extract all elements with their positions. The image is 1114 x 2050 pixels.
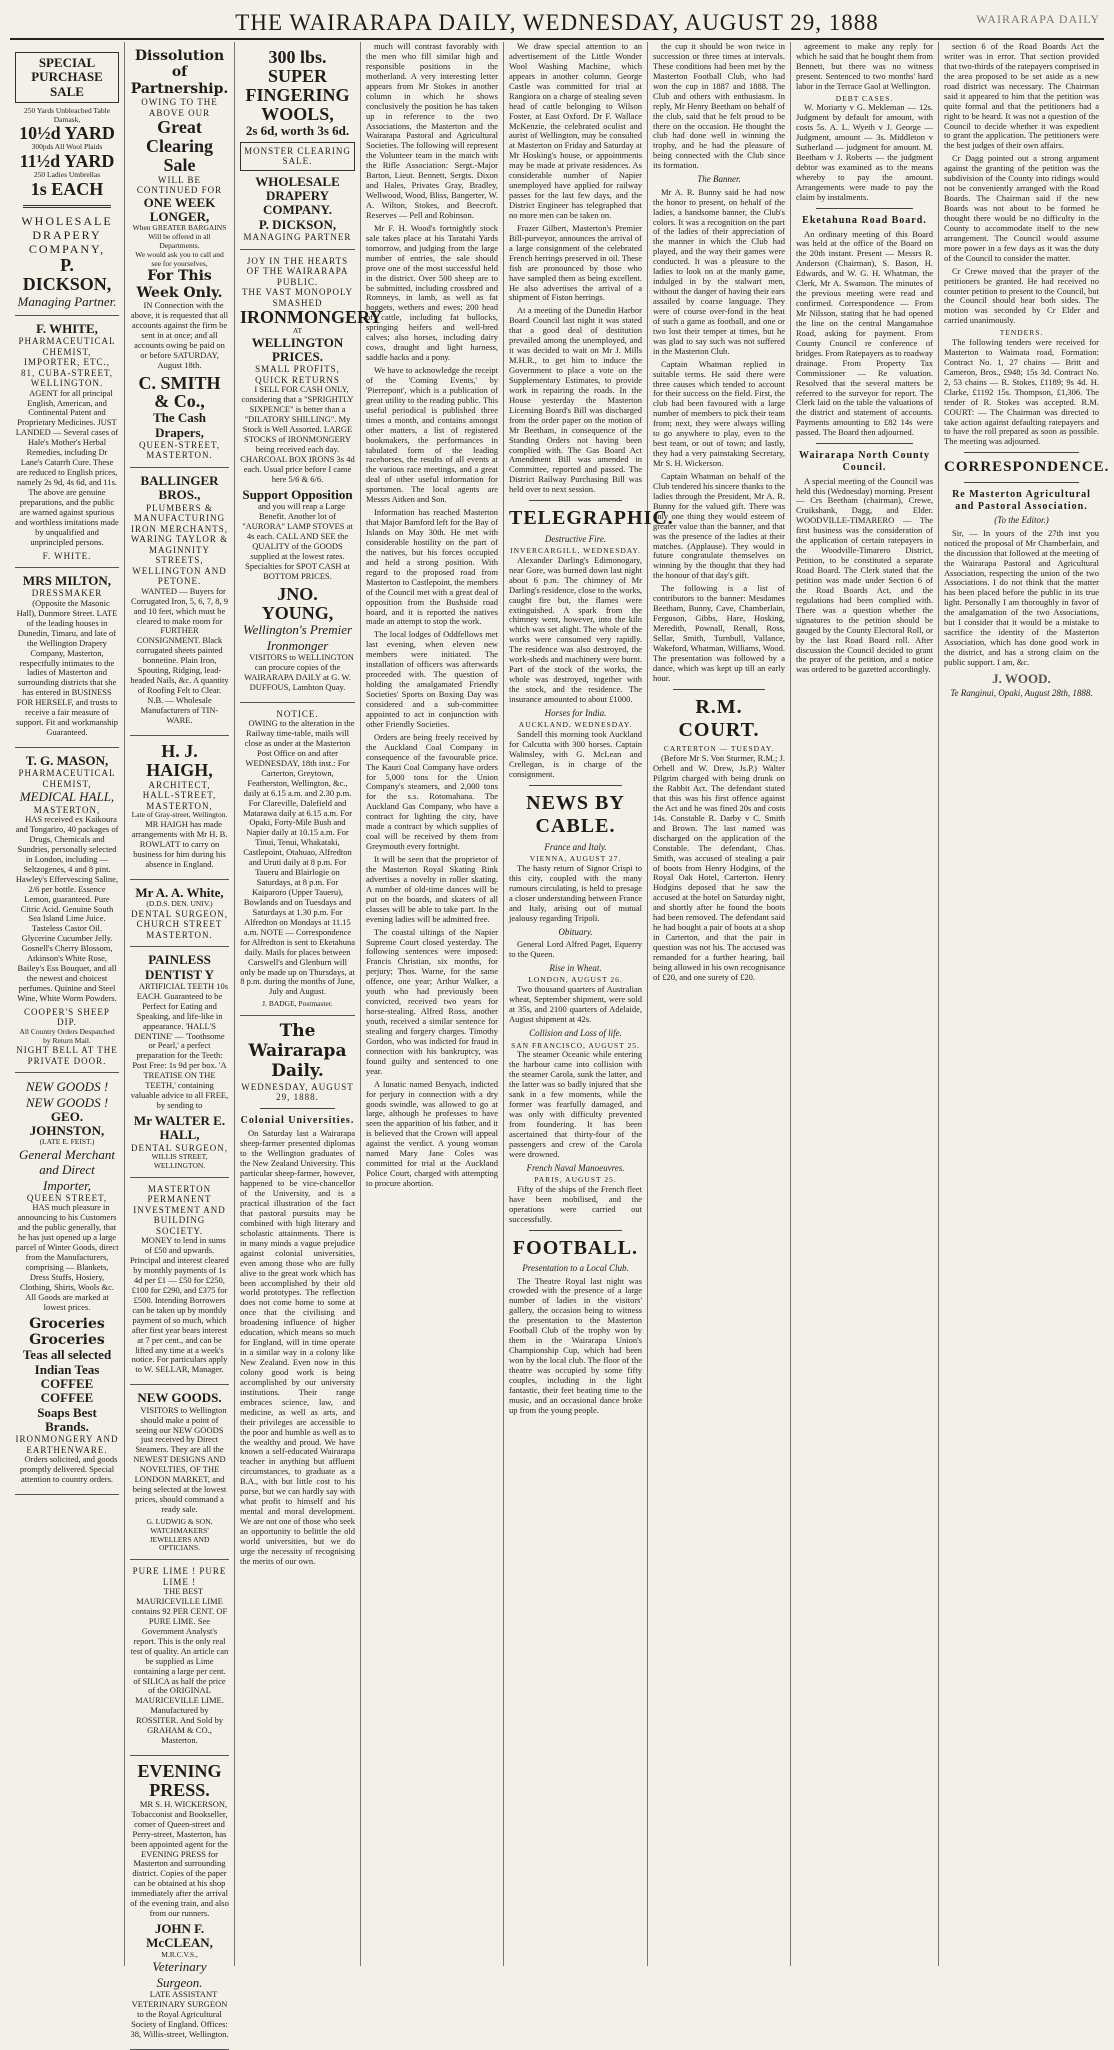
ad-line: THE VAST MONOPOLY SMASHED: [241, 287, 354, 308]
subhead: DEBT CASES.: [835, 93, 894, 103]
ad-evening-press: [130, 1756, 229, 2049]
ad-price: 11½d YARD: [19, 151, 115, 172]
paper-title: The Wairarapa Daily.: [248, 1021, 347, 1081]
ad-address: WARING TAYLOR & MAGINNITY STREETS, WELLINGTON AND PETONE.: [130, 534, 229, 587]
ad-title: PURE LIME ! PURE LIME !: [132, 1566, 227, 1587]
ad-haigh: [130, 736, 229, 880]
column-6: [648, 42, 791, 1966]
ad-line: Teas all selected Indian Teas: [22, 1347, 112, 1377]
ad-line: 250 Ladies Umbrellas: [33, 169, 101, 179]
ad-body: I SELL FOR CASH ONLY, considering that a "SPRIGHTLY SIXPENCE" is better than a "DILATORY SHILLING". My Stock is Well Assorted. LARGE STOCKS of IRONMONGERY being received each day. CHARCOAL BOX IRONS 3s 4d each. Usual price before I came here 5/6 & 6/6.: [240, 384, 355, 484]
ad-body: HAS much pleasure in announcing to his Customers and the public generally, that he has just opened up a large parcel of Winter Goods, direct from the Manufacturers, comprising — Blankets, Dress Stuffs, Hosiery, Clothing, Shirts, Wools &c. All Goods are marked at lowest prices.: [15, 1202, 119, 1312]
ad-role: MANAGING PARTNER: [243, 232, 352, 243]
news-paragraph: Fifty of the ships of the French fleet have been mobilised, and the operations were carried out successfully.: [509, 1183, 642, 1224]
ad-address: WILLIS STREET, WELLINGTON.: [151, 1152, 208, 1170]
ad-street: QUEEN STREET,: [26, 1192, 108, 1203]
dateline: LONDON, AUGUST 26.: [528, 975, 623, 985]
ad-pure-lime: [130, 1560, 229, 1756]
ad-address: CHURCH STREET MASTERTON.: [136, 919, 223, 940]
ad-mason: [15, 748, 119, 1073]
ad-title: EVENING PRESS.: [137, 1761, 222, 1800]
subhead: Horses for India.: [544, 707, 607, 718]
ad-body: THE BEST MAURICEVILLE LIME contains 92 PER CENT. OF PURE LIME. See Government Analyst's report. This is the only real test of quality. An article can be supplied as Lime containing a large per cent. of SILICA as half the price of the ORIGINAL MAURICEVILLE LIME. Manufactured by ROSSITER. And Sold by GRAHAM & CO., Masterton.: [130, 1586, 229, 1746]
column-3: [235, 42, 383, 1966]
ad-line: WILL BE CONTINUED FOR: [136, 174, 223, 196]
subhead: The Banner.: [697, 174, 741, 185]
ad-name: P. DICKSON,: [258, 216, 337, 232]
ad-line: 300pds All Wool Plaids: [31, 142, 103, 152]
ad-role: General Merchant and Direct Importer,: [19, 1147, 115, 1193]
ad-role: The Cash Drapers,: [152, 410, 207, 440]
ad-mrs-milton: [15, 568, 119, 748]
letter-place: Te Ranginui, Opaki, August 28th, 1888.: [950, 688, 1093, 699]
ad-line: DRAPERY: [32, 227, 102, 242]
news-paragraph: The following tenders were received for Masterton to Waimata road, Formation: Contract No. 1, 27 chains — Britt and Cameron, Bros., £948; 15s 3d. Contract No. 2, 53 chains — R. Stokes, £1189; 9s 4d. H. Clarke, £1192 15s. Thompson, £1,306. The tender of R. Stokes was accepted. R.M. COURT: — The Chairman was directed to take action against defaulting ratepayers and to have the roll prepared as soon as possible. The meeting was adjourned.: [944, 337, 1099, 447]
news-paragraph: Two thousand quarters of Australian wheat, September shipment, were sold at 35s, and 2100 quarters of Adelaide, August shipment at 42s.: [509, 984, 642, 1025]
news-paragraph: Orders are being freely received by the Auckland Coal Company in consequence of the favourable price. The Kauri Coal Company have orders for 5,000 tons for the Union Company's steamers, and 2,000 tons for the s.s. Rotomahana. The Auckland Gas Company, who have a contract for lighting the city, have made a contract by which supplies of coal will be received by them from Greymouth every fortnight.: [366, 731, 498, 852]
ad-late: Late of Gray-street, Wellington.: [131, 810, 228, 820]
ad-building-society: [130, 1178, 229, 1386]
ad-title: MASTERTON PERMANENT INVESTMENT AND BUILDING SOCIETY.: [133, 1183, 226, 1236]
ad-address: 81, CUBA-STREET, WELLINGTON.: [20, 367, 114, 389]
dateline: SAN FRANCISCO, AUGUST 25.: [511, 1040, 640, 1050]
ad-price: 10½d YARD: [19, 123, 115, 144]
ad-body: and you will reap a Large Benefit. Another lot of "AURORA" LAMP STOVES at 4s each. CALL AND SEE the QUALITY of the GOODS supplied at the lowest rates. Specialties for SPOT CASH at BOTTOM PRICES.: [242, 501, 353, 581]
column-1: [10, 42, 125, 1966]
ad-town: MASTERTON,: [33, 804, 101, 815]
ad-degree: M.R.C.V.S.,: [161, 1949, 198, 1959]
editorial-body: On Saturday last a Wairarapa sheep-farmer presented diplomas to the Wellington graduates of the New Zealand University. This particular sheep-farmer, however, happened to be vice-chancellor of the University, and is a practical illustration of the fact that pastoral pursuits may be combined with high literary and scholastic attainments. There is in many minds a vague prejudice against colonial universities, even among those who are fully alive to the great work which has been accomplished by their old world prototypes. The reflection does not come home to some at once that the civilising and broadening influence of higher education, which means so much for England, will in time operate in a similar way in a colony like New Zealand. Even now in this colony good work is being accomplished by our university institutions. Their range embraces science, law, and medicine, as well as arts, and their privileges are accessible to the poor and humble as well as to the wealthy and proud. We have known a self-educated Wairarapa teacher in anything but affluent circumstances, to graduate as a B.A., with but little cost to his purse, but we can hardly say with what profit to himself and his mental and moral development. We are not one of those who seek an opportunity to belittle the old world universities, but we do urge the necessity of recognising the merits of our own.: [240, 1128, 355, 1566]
news-paragraph: A special meeting of the Council was held this (Wednesday) morning. Present — Crs Beetham (chairman), Crewe, Cruikshank, Dagg, and Elder. WOODVILLE-TIMARERO — The first business was the consideration of the application of certain ratepayers in the Woodville-Timarero District, Petition, to be constituted a separate Road Board. The Clerk stated that the petition was made under Section 6 of the Road Boards Act, and the regulations had been complied with. There was a question whether the signatures to the petition should be gauged by the County Electoral Roll, or by the last Road Board roll. After discussion the Council decided to grant the prayer of the petition, and a notice was ordered to be gazetted accordingly.: [796, 475, 933, 675]
ad-title: SUPER FINGERING WOOLS,: [245, 65, 350, 124]
ad-line: Groceries Groceries: [29, 1315, 105, 1349]
ad-name: GEO. JOHNSTON,: [29, 1108, 105, 1139]
ad-name: JNO. YOUNG,: [261, 583, 334, 623]
dateline: AUCKLAND, WEDNESDAY.: [518, 720, 633, 730]
news-paragraph: agreement to make any reply for which he said that he bought them from Bennett, but there was no witness present. Sentenced to two months' hard labor in the Terrace Gaol at Wellington.: [796, 41, 933, 91]
ad-line: NIGHT BELL AT THE PRIVATE DOOR.: [16, 1045, 118, 1066]
ad-f-white: [15, 316, 119, 568]
notice-mails: [240, 703, 355, 1017]
section-news-by-cable: NEWS BY CABLE.: [526, 791, 625, 838]
ad-line: JOY IN THE HEARTS OF THE WAIRARAPA PUBLIC.: [246, 255, 349, 287]
ad-hall: MEDICAL HALL,: [19, 789, 115, 805]
ad-price: 1s EACH: [30, 178, 104, 199]
ad-line: We would ask you to call and see for yourselves,: [135, 249, 224, 268]
section-rm-court: R.M. COURT.: [678, 695, 760, 742]
subhead: Presentation to a Local Club.: [522, 1263, 629, 1274]
ad-body: MONEY to lend in sums of £50 and upwards. Principal and interest cleared by monthly payments of 1s 4d per £1 — £50 for £250, £100 for £290, and £375 for £500. Intending Borrowers can be taken up by monthly payment of so much, which after first year bears interest at 7 per cent., and can be lifted any time at a week's notice. For particulars apply to W. SELLAR, Manager.: [130, 1235, 229, 1375]
dateline: INVERCARGILL, WEDNESDAY.: [510, 546, 641, 556]
notice-body: OWING to the alteration in the Railway time-table, mails will close as under at the Masterton Post Office on and after WEDNESDAY, 18th inst.: For Carterton, Greytown, Featherston, Wellington, &c., daily at 6.15 a.m. and 2.30 p.m. For Clareville, Dalefield and Matarawa daily at 6.15 a.m. For Opaki, Forty-Mile Bush and Napier daily at 10.15 a.m. For Tinui, Tenui, Whakataki, Castlepoint, Otahuao, Alfredton and Uruti daily at 8 p.m. For Taueru and Blairlogie on Saturdays, at 8 p.m. For Kaiparoro (Upper Taueru), Bowlands and on Tuesdays and Saturdays at 1.30 p.m. For Alfredton on Mondays at 11.15 a.m. NOTE — Correspondence for Alfredton is sent to Eketahuna daily. Mails for places between Carswell's and Glenburn will only be made up on Thursdays, at 8 p.m. during the months of June, July and August.: [240, 718, 355, 997]
news-paragraph: We have to acknowledge the receipt of the 'Coming Events,' by 'Pierrepont', which is a publication of great utility to the reading public. This useful periodical is published three times a month, and contains amongst other matters, a list of registered bookmakers, the performances in tabulated form of the leading racehorses, the results of all events at the various race meetings, and a great deal of other useful information for sportsmen. The local agents are Messrs Aitken and Son.: [366, 365, 498, 505]
news-paragraph: much will contrast favorably with the men who fill similar high and responsible positions in the motherland. A very interesting letter appears from Mr Stokes in another column in which he shows conclusively the position he has taken up in reference to the two Associations, the Masterton and the Wairarapa Pastoral and Agricultural Societies. The following will represent the Volunteer team in the match with the Rifle Association: Sergt.-Major Barton, Lieut. Bennett, Sergts. Dixon and Hales, Privates Gray, Bradley, Wellwood, Wood, Bliss, Bangerter, W. A. Wilton, Stokes, and Beecroft. Reserves — Pell and Robinson.: [366, 41, 498, 220]
news-paragraph: Captain Whatman replied in suitable terms. He said there were three causes which tended to account for their success on the field. First, the club had been favoured with a large number of members to pick their team from; next, they were always willing to go anywhere to play, even to the best team, or out of town; and lastly, they had a very painstaking Secretary, Mr S. H. Wickerson.: [653, 358, 785, 469]
news-paragraph: Mr F. H. Wood's fortnightly stock sale takes place at his Taratahi Yards tomorrow, and judging from the large number of entries, the sale should prove one of the most successful held in the district. Over 500 sheep are to be submitted, including crossbred and Romneys, in lamb, as well as fat hoggets, wethers and ewes; 200 head of cattle, including fat bullocks, springing heifers and well-bred calves; also horses, including dairy cows, draught and light harness, saddle hacks and a pony.: [366, 222, 498, 363]
ad-body: Orders solicited, and goods promptly delivered. Special attention to country orders.: [19, 1454, 118, 1485]
subhead: Obituary.: [558, 926, 593, 937]
editorial-headline: Colonial Universities.: [240, 1114, 355, 1126]
news-paragraph: The following is a list of contributors to the banner: Mesdames Beetham, Bunny, Cave, Chamberlain, Ferguson, Gibbs, Hare, Hosking, Meredith, Pownall, Renall, Ross, Sellar, Smith, Turnbull, Vallance, Wakeford, Whatman, Williams, Wood. The presentation was followed by a dance, which was kept up till an early hour.: [653, 583, 785, 683]
ad-line: WHOLESALE: [21, 213, 113, 228]
subhead: Rise in Wheat.: [549, 962, 602, 973]
ad-role: PLUMBERS & MANUFACTURING IRON MERCHANTS,: [130, 502, 228, 534]
ad-dissolution: [130, 42, 229, 468]
news-paragraph: Information has reached Masterton that Major Bamford left for the Bay of Islands on May 30th. He met with considerable hostility on the part of the natives, but his forces occupied and held a strong position. With regard to the proposed road from Masterton to Castlepoint, the members of the Council met with a great deal of opposition from the Bushside road board, and it is reported the natives made an attempt to stop the work.: [366, 507, 498, 627]
ad-name: Mr A. A. White,: [135, 884, 224, 900]
ad-name: P. DICKSON,: [22, 254, 112, 294]
ad-title: PAINLESS DENTIST Y: [145, 952, 214, 982]
dateline: PARIS, AUGUST 25.: [534, 1175, 617, 1185]
ad-title: SPECIAL PURCHASE SALE: [15, 52, 119, 103]
section-county-council: Wairarapa North County Council.: [799, 450, 930, 473]
ad-late: (LATE E. FEIST.): [39, 1137, 95, 1147]
subhead: France and Italy.: [544, 841, 607, 852]
subhead: French Naval Manoeuvres.: [526, 1162, 625, 1173]
ad-line: OWING TO THE ABOVE OUR: [141, 97, 218, 118]
section-telegraphic: TELEGRAPHIC.: [509, 507, 674, 530]
subhead: Collision and Loss of life.: [529, 1028, 622, 1038]
ad-ballinger: [130, 468, 229, 736]
ad-body: (Opposite the Masonic Hall), Dunmore Street. LATE of the leading houses in Dunedin, Timaru, and late of the Wellington Drapery Company, Masterton, respectfully intimates to the ladies of Masterton and surrounding districts that she has entered in BUSINESS FOR HERSELF, and trusts to receive a fair measure of support. Fit and workmanship Guaranteed.: [16, 597, 118, 738]
ad-line: SMALL PROFITS, QUICK RETURNS: [255, 364, 340, 385]
ad-name: JOHN F. McCLEAN,: [146, 1921, 213, 1951]
ad-white-dentist: [130, 880, 229, 948]
ad-role: DENTAL SURGEON,: [131, 908, 228, 919]
news-paragraph: The hasty return of Signor Crispi to this city, coupled with the many rumours circulating, is held to presage a closer understanding between France and Italy, arising out of mutual jealousy regarding Tripoli.: [509, 862, 642, 923]
ad-new-goods: [130, 1385, 229, 1560]
news-paragraph: At a meeting of the Dunedin Harbor Board Council last night it was stated that a good deal of destitution prevailed among the unemployed, and it was decided to wait on Mr J. Mills M.H.R., to get him to induce the Government to place a vote on the Supplementary Estimates, to provide work in repairing the roads. In the House yesterday the Masterton Licensing Board's Bill was discharged from the order paper on the motion of Mr Beetham, in consequence of the Standing Orders not having been complied with. The Gas Board Act Amendment Bill was amended in Committee, reported and passed. The District Railway Purchasing Bill was held over to next session.: [509, 305, 642, 495]
news-paragraph: The Theatre Royal last night was crowded with the presence of a large number of ladies in the visitors' gallery, the occasion being to witness the presentation to the Masterton Football Club of the trophy won by them in the Wairarapa Union's Championship Cup, which had been won by the local club. The floor of the theatre was occupied by some fifty couples, including in the light fantastic, their feet beating time to the music, and an occasional dance broke up from the young people.: [509, 1275, 642, 1415]
ad-role: DENTAL SURGEON,: [131, 1142, 228, 1153]
ad-address: HALL-STREET, MASTERTON,: [142, 790, 217, 811]
letter-body: Sir, — In yours of the 27th inst you noticed the proposal of Mr Chamberlain, and the discussion that followed at the meeting of the Wairarapa Pastoral and Agricultural Association, respecting the union of the two Associations. I do not think that the matter has been placed before the public in its true light. Personally I am thoroughly in favor of the amalgamation of the two Associations, but I consider that it would be a mistake to sacrifice the identity of the Masterton Association, which has done good work in the district, and has a strong claim on the public support. I am, &c.: [944, 527, 1099, 667]
ad-title: NEW GOODS.: [137, 1390, 222, 1406]
news-paragraph: The local lodges of Oddfellows met last evening, when eleven new members were initiated. The installation of officers was afterwards proceeded with. The question of holding the amalgamated Friendly Societies' Sports on Boxing Day was considered and a sub-committee appointed to act in conjunction with other Friendly Societies.: [366, 629, 498, 729]
ad-title: IRONMONGERY: [240, 307, 383, 328]
news-paragraph: Mr A. R. Bunny said he had now the honor to present, on behalf of the ladies, a handsome banner, the Club's colors. It was a recognition on the part of the ladies of their appreciation of the manner in which the Club had played, and the way their games were conducted. It was a pleasure to the ladies to look on at the manly game, indulged in by the stalwart men, without the danger of having their ears assailed by coarse language. They were of course over-fond in the heat of such a game as football, and one or two lost their temper at times, but he was glad to say such was not suffered in the Masterton Club.: [653, 186, 785, 356]
news-paragraph: Captain Whatman on behalf of the Club tendered his sincere thanks to the ladies through the President, Mr A. R. Bunny for the valued gift. There was only one thing they would esteem of greater value than the banner, and that was the presence of the ladies at their matches. (Applause). They would in future congratulate themselves on winning by the thought that they had the honour of that day's gift.: [653, 470, 785, 581]
ad-line: Support Opposition: [242, 486, 353, 502]
column-5: [504, 41, 674, 1966]
news-paragraph: section 6 of the Road Boards Act the writer was in error. That section provided that two-thirds of the ratepayers comprised in the area proposed to be set aside as a new road district was necessary. The Chairman said it appeared to him that the petition was quite formal and that the petitioners had a right to be heard. It was not a question of the Council to decide whether it was expedient to grant the application. The petitioners were the best judges of their own affairs.: [944, 41, 1099, 151]
ad-street: QUEEN-STREET, MASTERTON.: [138, 439, 221, 461]
ad-line: When GREATER BARGAINS Will be offered in all Departments.: [132, 223, 227, 250]
ad-role: Wellington's Premier Ironmonger: [242, 622, 353, 653]
news-paragraph: W. Moriarty v G. Mekleman — 12s. Judgment by default for amount, with costs 5s. A. L. Wyeth v J. George — Judgment, amount — 3s. Middleton v Sutherland — judgment for amount. M. Beetham v J. Roberts — the judgment debtor was examined as to the means whereby to pay the amount. Arrangements were made to pay the claim by instalments.: [796, 102, 933, 202]
section-correspondence: CORRESPONDENCE.: [944, 459, 1110, 476]
ad-body: IN Connection with the above, it is requested that all accounts against the firm be sent in at once; and all accounts owing be paid on or before SATURDAY, August 18th.: [130, 300, 229, 370]
news-paragraph: Sandell this morning took Auckland for Calcutta with 300 horses. Captain Walmsley, with G. McLean and Crellegan, is in charge of the consignment.: [509, 729, 642, 779]
ad-body: VISITORS to WELLINGTON can procure copies of the WAIRARAPA DAILY at G. W. DUFFOUS, Lambton Quay.: [244, 651, 354, 692]
ad-body: MR HAIGH has made arrangements with Mr H. B. ROWLATT to carry on business for him during his absence in England.: [131, 818, 228, 869]
dateline: VIENNA, AUGUST 27.: [529, 854, 622, 864]
ad-line: IRONMONGERY AND EARTHENWARE.: [15, 1434, 119, 1455]
ad-role: PHARMACEUTICAL CHEMIST,: [18, 768, 116, 789]
ad-line: Soaps Best Brands.: [37, 1404, 97, 1434]
ad-special-purchase: [15, 42, 119, 316]
news-paragraph: Cr Dagg pointed out a strong argument against the granting of the petition was the subdivision of the County into ridings would not be conveniently arranged with the Road Boards. The Chairman said if the new Boards was not about to be formed he thought there would be no difficulty in the County to accommodate itself to the new arrangement. The Council would assume more power in a few days as it was the duty of the Council to consider the matter.: [944, 153, 1099, 263]
dateline: CARTERTON — TUESDAY.: [663, 744, 775, 754]
ad-new: NEW GOODS ! NEW GOODS !: [25, 1079, 109, 1110]
letter-sign: J. WOOD.: [992, 670, 1051, 686]
section-eketahuna: Eketahuna Road Board.: [802, 214, 927, 226]
ad-line: WELLINGTON PRICES.: [251, 334, 344, 365]
ad-body: AGENT for all principal English, American, and Continental Patent and Proprietary Medicines. JUST LANDED — Several cases of Hale's Mother's Herbal Remedies, including Dr Lane's Catarrh Cure. These are reduced to English prices, namely 2s 9d, 4s 6d, and 11s. The above are genuine preparations, and the public are warned against spurious and worthless imitations made by unqualified and unprincipled persons.: [15, 387, 119, 547]
notice-title: NOTICE.: [276, 708, 319, 719]
news-paragraph: Cr Crewe moved that the prayer of the petitioners be granted. He had received no counter petition to present to the Council, but the Council should hear both sides. The motion was seconded by Cr Elder and carried unanimously.: [944, 265, 1099, 326]
ad-line: All Country Orders Despatched by Return Mail.: [19, 1026, 115, 1045]
ad-body: MR S. H. WICKERSON, Tobacconist and Bookseller, corner of Queen-street and Perry-street, Masterton, has been appointed agent for the EVENING PRESS for Masterton and surrounding district. Copies of the paper can be obtained at his shop immediately after the arrival of the evening train, and also from our runners.: [130, 1798, 229, 1919]
ad-line: For This Week Only.: [136, 268, 223, 301]
ad-line: AT: [292, 326, 303, 336]
news-paragraph: Alexander Darling's Edimonogary, near Gore, was burned down last night about 6 p.m. The chimney of Mr Darling's residence, close to the works, caught fire but, the flames were extinguished. A spark from the chimney went, however, into the kiln which was set alight. The whole of the works were consumed very rapidly. The residence was also destroyed, the work-sheds and machinery were burnt. Part of the stock of the works, the whole was destroyed, together with the stock, and the residence. The insurance amounted to about £1000.: [509, 554, 643, 704]
subhead: Destructive Fire.: [544, 533, 607, 544]
column-2: [125, 42, 235, 2039]
news-paragraph: General Lord Alfred Paget, Equerry to the Queen.: [509, 939, 642, 960]
ad-body: WANTED — Buyers for Corrugated Iron, 5, 6, 7, 8, 9 and 10 feet, which must be cleared to make room for FURTHER CONSIGNMENT. Black corrugated sheets painted bonnetine. Plain Iron, Spouting, Ridging, lead-headed Nails, &c. A quantity of Roofing Felt to Clear. N.B. — Wholesale Manufacturers of TIN-WARE.: [130, 585, 229, 725]
ad-sign: G. LUDWIG & SON, WATCHMAKERS' JEWELLERS AND OPTICIANS.: [146, 1516, 213, 1553]
column-7: [791, 42, 939, 1966]
masthead-title: THE WAIRARAPA DAILY, WEDNESDAY, AUGUST 29, 1888: [235, 10, 879, 35]
ad-line: COFFEE COFFEE: [40, 1376, 94, 1406]
letter-headline: Re Masterton Agricultural and Pastoral Association.: [952, 488, 1091, 512]
news-paragraph: the cup it should be won twice in succession or three times at intervals. These conditions had been met by the Masterton Football Club, who had won the cup in 1887 and 1888. The Club and others with enthusiasm. In reply, Mr Henry Beetham on behalf of the club, said that he felt proud to be there on the occasion. He thought the club had done well in winning the trophy, and he had the pleasure of being connected with the Club since its formation.: [653, 41, 785, 171]
news-paragraph: It will be seen that the proprietor of the Masterton Royal Skating Rink advertises a novelty in roller skating. A number of old-time dances will be put on the boards, and skaters of all classes will be able to take part. In the evening ladies will be admitted free.: [366, 854, 498, 924]
letter-to: (To the Editor.): [994, 515, 1049, 526]
news-paragraph: Frazer Gilbert, Masterton's Premier Bill-purveyor, announces the arrival of a large consignment of the celebrated French herrings preserved in oil. These fish are pronounced by those who have sampled them as being excellent. He also advertises the arrival of a shipment of Fiston herrings.: [509, 222, 642, 303]
news-paragraph: An ordinary meeting of this Board was held at the office of the Board on the 20th instant. Present — Messrs R. Anderson (Chairman), S. Bason, H. Edwards, and W. G. H. Whatman, the Clerk, Mr A. Swanson. The minutes of the previous meeting were read and confirmed. Correspondence — From Mr Nilsson, stating that he had opened the line on the central Mangamahoe Road, asking for payment. From County Council re conference of bridges. From Ratepayers as to roadway drainage. From Property Tax Commissioner — Re valuation. Resolved that the several matters be referred to the surveyor for report. The Clerk laid on the table the valuations of the district and statement of accounts. Payments amounting to £82 14s were passed. The Board then adjourned.: [796, 228, 933, 438]
ad-name: C. SMITH & Co.,: [138, 372, 221, 412]
ad-role: PHARMACEUTICAL CHEMIST, IMPORTER, ETC.,: [18, 336, 116, 368]
ad-johnston: [15, 1073, 119, 1495]
news-paragraph: The coastal siltings of the Napier Supreme Court closed yesterday. The following sentences were imposed: Francis Christian, six months, for perjury; Thos. Warne, for the same offence, one year; Arthur Walker, a youth who had previously been convicted, received two years for horse-stealing. Alfred Ross, another youth, received a similar sentence for stealing and forgery charges. Timothy Gordon, who was indicted for fraud in connection with his bankruptcy, was found guilty and sentenced to one year.: [366, 926, 498, 1076]
ad-line: DRAPERY COMPANY.: [263, 188, 332, 218]
column-4: [361, 42, 504, 1966]
ad-name: Mr WALTER E. HALL,: [133, 1113, 226, 1143]
ad-title: Dissolution of Partnership.: [130, 48, 229, 97]
news-paragraph: The steamer Oceanic while entering the harbour came into collision with the steamer Carola, sunk the latter, and the latter was so badly injured that she sank in a few moments, while the former was fearfully damaged, and was only with difficulty prevented from foundering. It has been ascertained that thirty-four of the passengers and crew of the Carola were drowned.: [509, 1049, 642, 1159]
ad-role: ARCHITECT,: [148, 779, 211, 790]
columns: [10, 41, 1110, 2039]
ad-role: Veterinary Surgeon.: [152, 1959, 207, 1990]
ad-body: LATE ASSISTANT VETERINARY SURGEON to the Royal Agricultural Society of England. Offices: 38, Willis-street, Wellington.: [130, 1988, 229, 2039]
news-paragraph: (Before Mr S. Von Sturmer, R.M.; J. Orbell and W. Drew, Js.P.) Walter Pilgrim charged with being drunk on the Rabbit Act. The defendant stated that this was his first offence against the Act and he was fined 20s and costs 14s. Constable R. Darby v C. Smith and Brown. The last named was discharged on the application of the Constable. The defendant, Chas. Smith, was accused of stealing a pair of boots from Henry Hodgins, of the Royal Oak Hotel, Carterton. Henry Hodgins deposed that he saw the accused at the hotel on Saturday night, and shortly after he found the boots had been removed. The defendant said he had bought a pair of boots at a shop in Carterton, and that the pair in question was not his. The accused was remanded for a further hearing, bail being allowed in his own recognisance of £20, and one surety of £20.: [653, 753, 785, 982]
ad-fingering-wools: [240, 42, 355, 250]
ad-sale: Great Clearing Sale: [146, 117, 213, 175]
masthead: [10, 8, 1104, 40]
paper-date: WEDNESDAY, AUGUST 29, 1888.: [241, 1081, 354, 1103]
ad-name: MRS MILTON,: [22, 573, 112, 589]
ad-sign: F. WHITE.: [42, 550, 92, 561]
editorial: [240, 1022, 355, 1567]
subhead: TENDERS.: [999, 328, 1044, 338]
ad-price: 2s 6d, worth 3s 6d.: [245, 122, 350, 138]
ad-body: VISITORS to Wellington should make a point of seeing our NEW GOODS just received by Direct Steamers. They are all the NEWEST DESIGNS AND NOVELTIES, OF THE LONDON MARKET, and being selected at the lowest prices, should command a ready sale.: [132, 1404, 227, 1515]
ad-line: COOPER'S SHEEP DIP.: [24, 1006, 110, 1028]
news-paragraph: We draw special attention to an advertisement of the Little Wonder Wool Washing Machine, which appears in another column. George Castle was committed for trial at Rangiora on a charge of stealing seven head of cattle belonging to Wilson Foster, at East Oxford. Dr F. Wallace McKenzie, the celebrated oculist and aurist of Wellington, may be consulted at Masterton on Friday and Saturday at Mr Hosking's house, or appointments may be made at private residences. As considerable number of Napier unemployed have applied for railway passes for the last few days, and the District Engineer has telegraphed that no more men can be taken on.: [509, 41, 642, 220]
masthead-corner: WAIRARAPA DAILY: [976, 12, 1100, 26]
notice-sign: J. BADGE, Postmaster.: [262, 999, 333, 1009]
ad-degree: (D.D.S. DEN. UNIV.): [146, 898, 213, 908]
ad-body: ARTIFICIAL TEETH 10s EACH. Guaranteed to be Perfect for Eating and Speaking, and life-like in appearance. 'HALL'S DENTINE' — 'Toothsome or Pearl,' a perfect preparation for the Teeth: Post Free: 1s 9d per box. 'A TREATISE ON THE TEETH,' containing valuable advice to all FREE, by sending to: [130, 980, 229, 1111]
ad-ironmongery: [240, 250, 383, 703]
ad-role: DRESSMAKER: [31, 588, 103, 599]
news-paragraph: A lunatic named Benyach, indicted for perjury in connection with a dry goods swindle, was allowed to go at large, although he professes to have seen the apparition of his father, and it is believed that the Crown will appeal against the verdict. A young woman named Mary Jane Coles was committed for trial at the Auckland Police Court, charged with attempting to procure abortion.: [366, 1078, 498, 1188]
ad-name: H. J. HAIGH,: [146, 740, 213, 780]
ad-role: Managing Partner.: [17, 293, 117, 309]
ad-name: F. WHITE,: [36, 320, 98, 336]
ad-name: T. G. MASON,: [25, 753, 109, 769]
ad-painless-dentist: [130, 947, 229, 1177]
ad-line: 250 Yards Unbleached Table Damask,: [24, 105, 110, 124]
ad-name: BALLINGER BROS.,: [140, 473, 219, 503]
ad-line: ONE WEEK LONGER,: [143, 194, 216, 225]
ad-weight: 300 lbs.: [268, 47, 327, 67]
section-football: FOOTBALL.: [512, 1236, 639, 1259]
ad-line: COMPANY,: [28, 241, 106, 256]
ad-body: HAS received ex Kaikoura and Tongariro, 40 packages of Drugs, Chemicals and Sundries, personally selected in London, including — Seltzogenes, 4 and 8 pint. Hawley's Effervescing Saline, 2/6 per bottle. Essence Lemon, guaranteed. Pure Citric Acid. Genuine South Sea Island Lime Juice. Tasteless Castor Oil. Glycerine Cucumber Jelly. Gosnell's Cherry Blossom, Atkinson's White Rose, Bailey's Ess Bouquet, and all the newest and choicest perfumes. Quinine and Steel Wine, White Worm Powders.: [15, 814, 119, 1003]
column-8: [939, 41, 1110, 1966]
ad-line: WHOLESALE: [255, 173, 340, 189]
ad-sale: MONSTER CLEARING SALE.: [240, 142, 355, 171]
